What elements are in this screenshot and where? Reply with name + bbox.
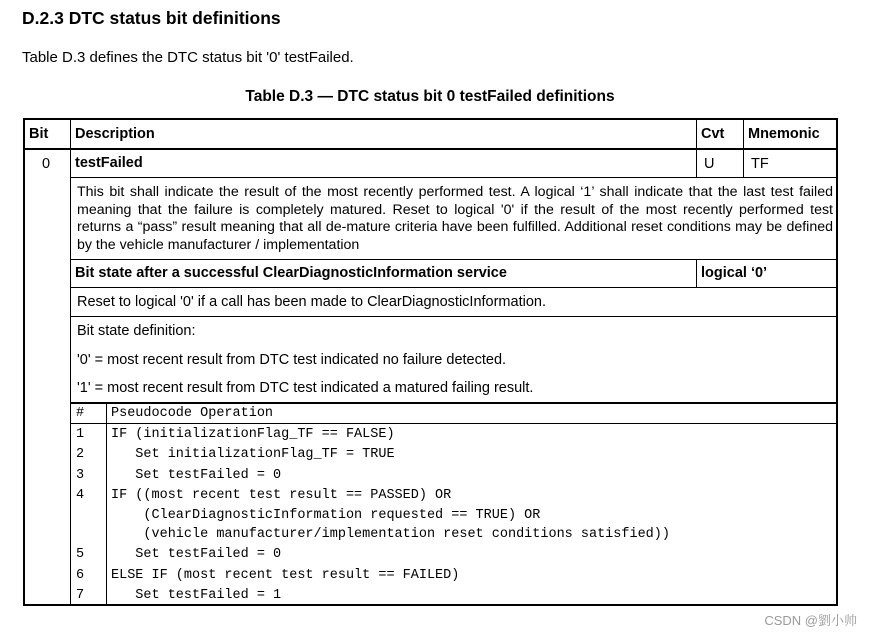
pseudocode-line-code: Set testFailed = 1	[111, 588, 282, 603]
pseudocode-line-code: Set testFailed = 0	[111, 547, 282, 562]
mnemonic-value: TF	[751, 156, 769, 172]
bit-value: 0	[42, 156, 51, 172]
mnemonic-name: testFailed	[75, 155, 143, 171]
pseudocode-line-code: (vehicle manufacturer/implementation reset conditions satisfied))	[111, 527, 670, 542]
bit-state-label: Bit state after a successful ClearDiagnosticInformation service	[75, 265, 507, 281]
pseudocode-line-number: 1	[76, 427, 85, 442]
pseudocode-num-header: #	[76, 406, 85, 421]
pseudocode-line-number: 6	[76, 568, 85, 583]
header-description: Description	[75, 126, 155, 142]
header-cvt: Cvt	[701, 126, 725, 142]
pseudocode-line-code: (ClearDiagnosticInformation requested == TRUE) OR	[111, 508, 541, 523]
definition-0: '0' = most recent result from DTC test indicated no failure detected.	[77, 352, 507, 368]
header-mnemonic: Mnemonic	[748, 126, 820, 142]
pseudocode-line-code: Set initializationFlag_TF = TRUE	[111, 447, 395, 462]
pseudocode-line-code: ELSE IF (most recent test result == FAILED)	[111, 568, 460, 583]
pseudocode-line-number: 3	[76, 468, 85, 483]
pseudocode-line-number: 7	[76, 588, 85, 603]
pseudocode-line-code: IF (initializationFlag_TF == FALSE)	[111, 427, 395, 442]
bit-state-value: logical ‘0’	[701, 265, 768, 281]
pseudocode-line-number: 2	[76, 447, 85, 462]
pseudocode-op-header: Pseudocode Operation	[111, 406, 274, 421]
section-heading: D.2.3 DTC status bit definitions	[22, 8, 281, 28]
intro-text: Table D.3 defines the DTC status bit '0' testFailed.	[22, 49, 354, 66]
pseudocode-line-code: Set testFailed = 0	[111, 468, 282, 483]
definition-title: Bit state definition:	[77, 323, 196, 339]
pseudocode-line-number: 5	[76, 547, 85, 562]
header-bit: Bit	[29, 126, 49, 142]
cvt-value: U	[704, 156, 715, 172]
definition-1: '1' = most recent result from DTC test indicated a matured failing result.	[77, 380, 534, 396]
pseudocode-line-code: IF ((most recent test result == PASSED) OR	[111, 488, 452, 503]
watermark: CSDN @劉小帅	[764, 613, 857, 628]
pseudocode-line-number: 4	[76, 488, 85, 503]
table-caption: Table D.3 — DTC status bit 0 testFailed definitions	[245, 88, 615, 105]
reset-text: Reset to logical '0' if a call has been made to ClearDiagnosticInformation.	[77, 294, 546, 310]
description-text: This bit shall indicate the result of the most recently performed test. A logical ‘1’ shall indicate that the last test failed meaning that the failure is completely matured. Reset to logical '0' if the result of the most recently performed test returns a “pass” result meaning that all de-mature criteria have been fulfilled. Additional reset conditions may be defined by the vehicle manufacturer / implementation	[77, 184, 833, 253]
dtc-status-table	[23, 118, 838, 606]
